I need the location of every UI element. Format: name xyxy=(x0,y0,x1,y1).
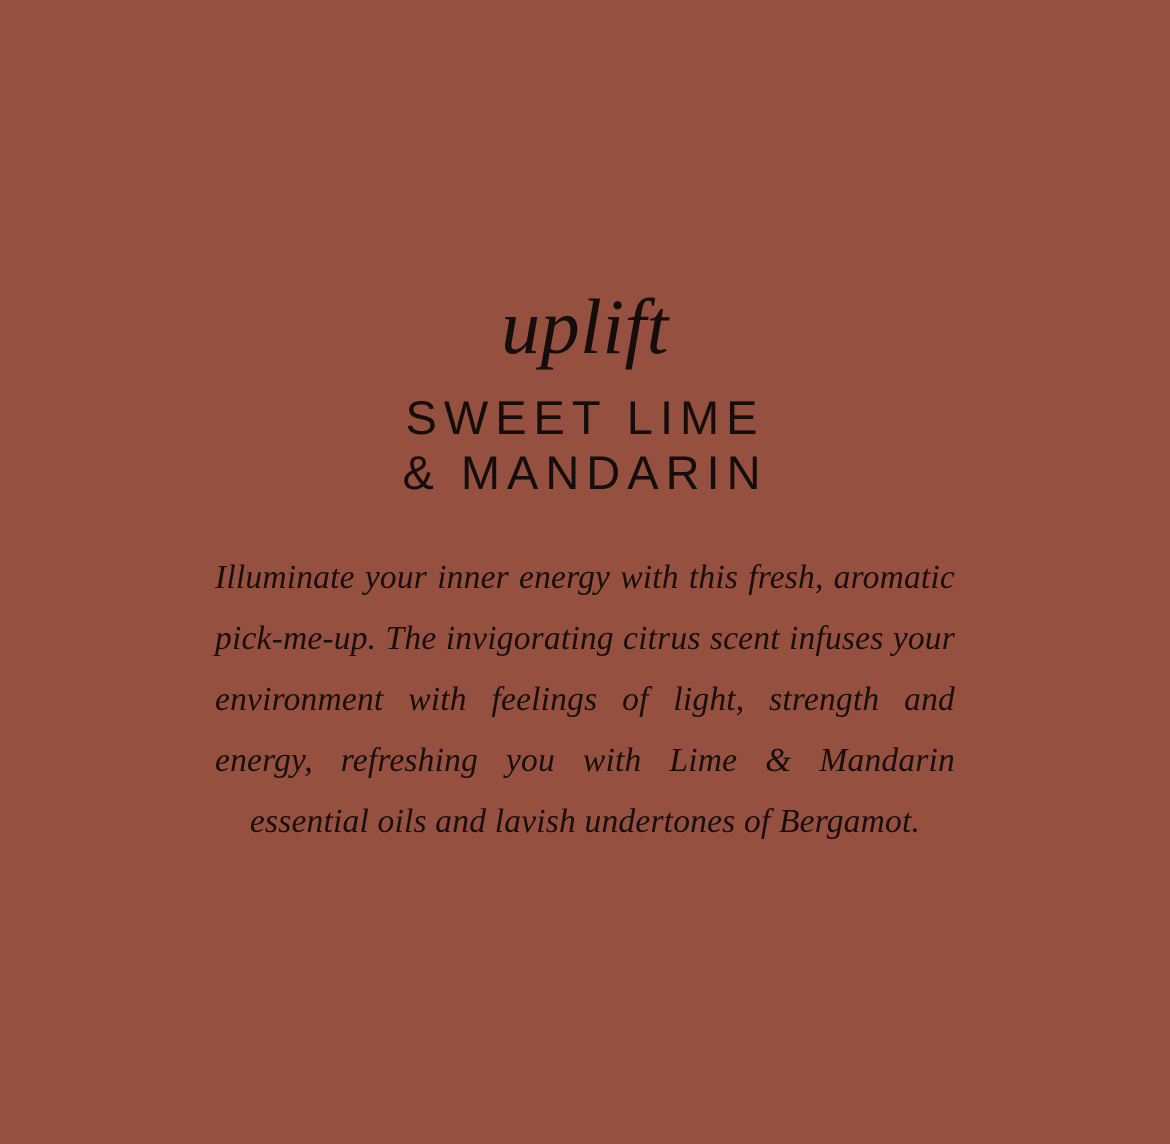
product-name-line-1: SWEET LIME xyxy=(405,391,765,444)
product-name-line-2: & MANDARIN xyxy=(402,446,768,500)
product-name xyxy=(402,390,767,501)
page-title: uplift xyxy=(501,283,669,370)
product-description: Illuminate your inner energy with this fresh, aromatic pick-me-up. The invigorating citrus scent infuses your environment with feelings of light, strength and energy, refreshing you with Lime & Mandarin essential oils and lavish undertones of Bergamot. xyxy=(215,558,955,840)
